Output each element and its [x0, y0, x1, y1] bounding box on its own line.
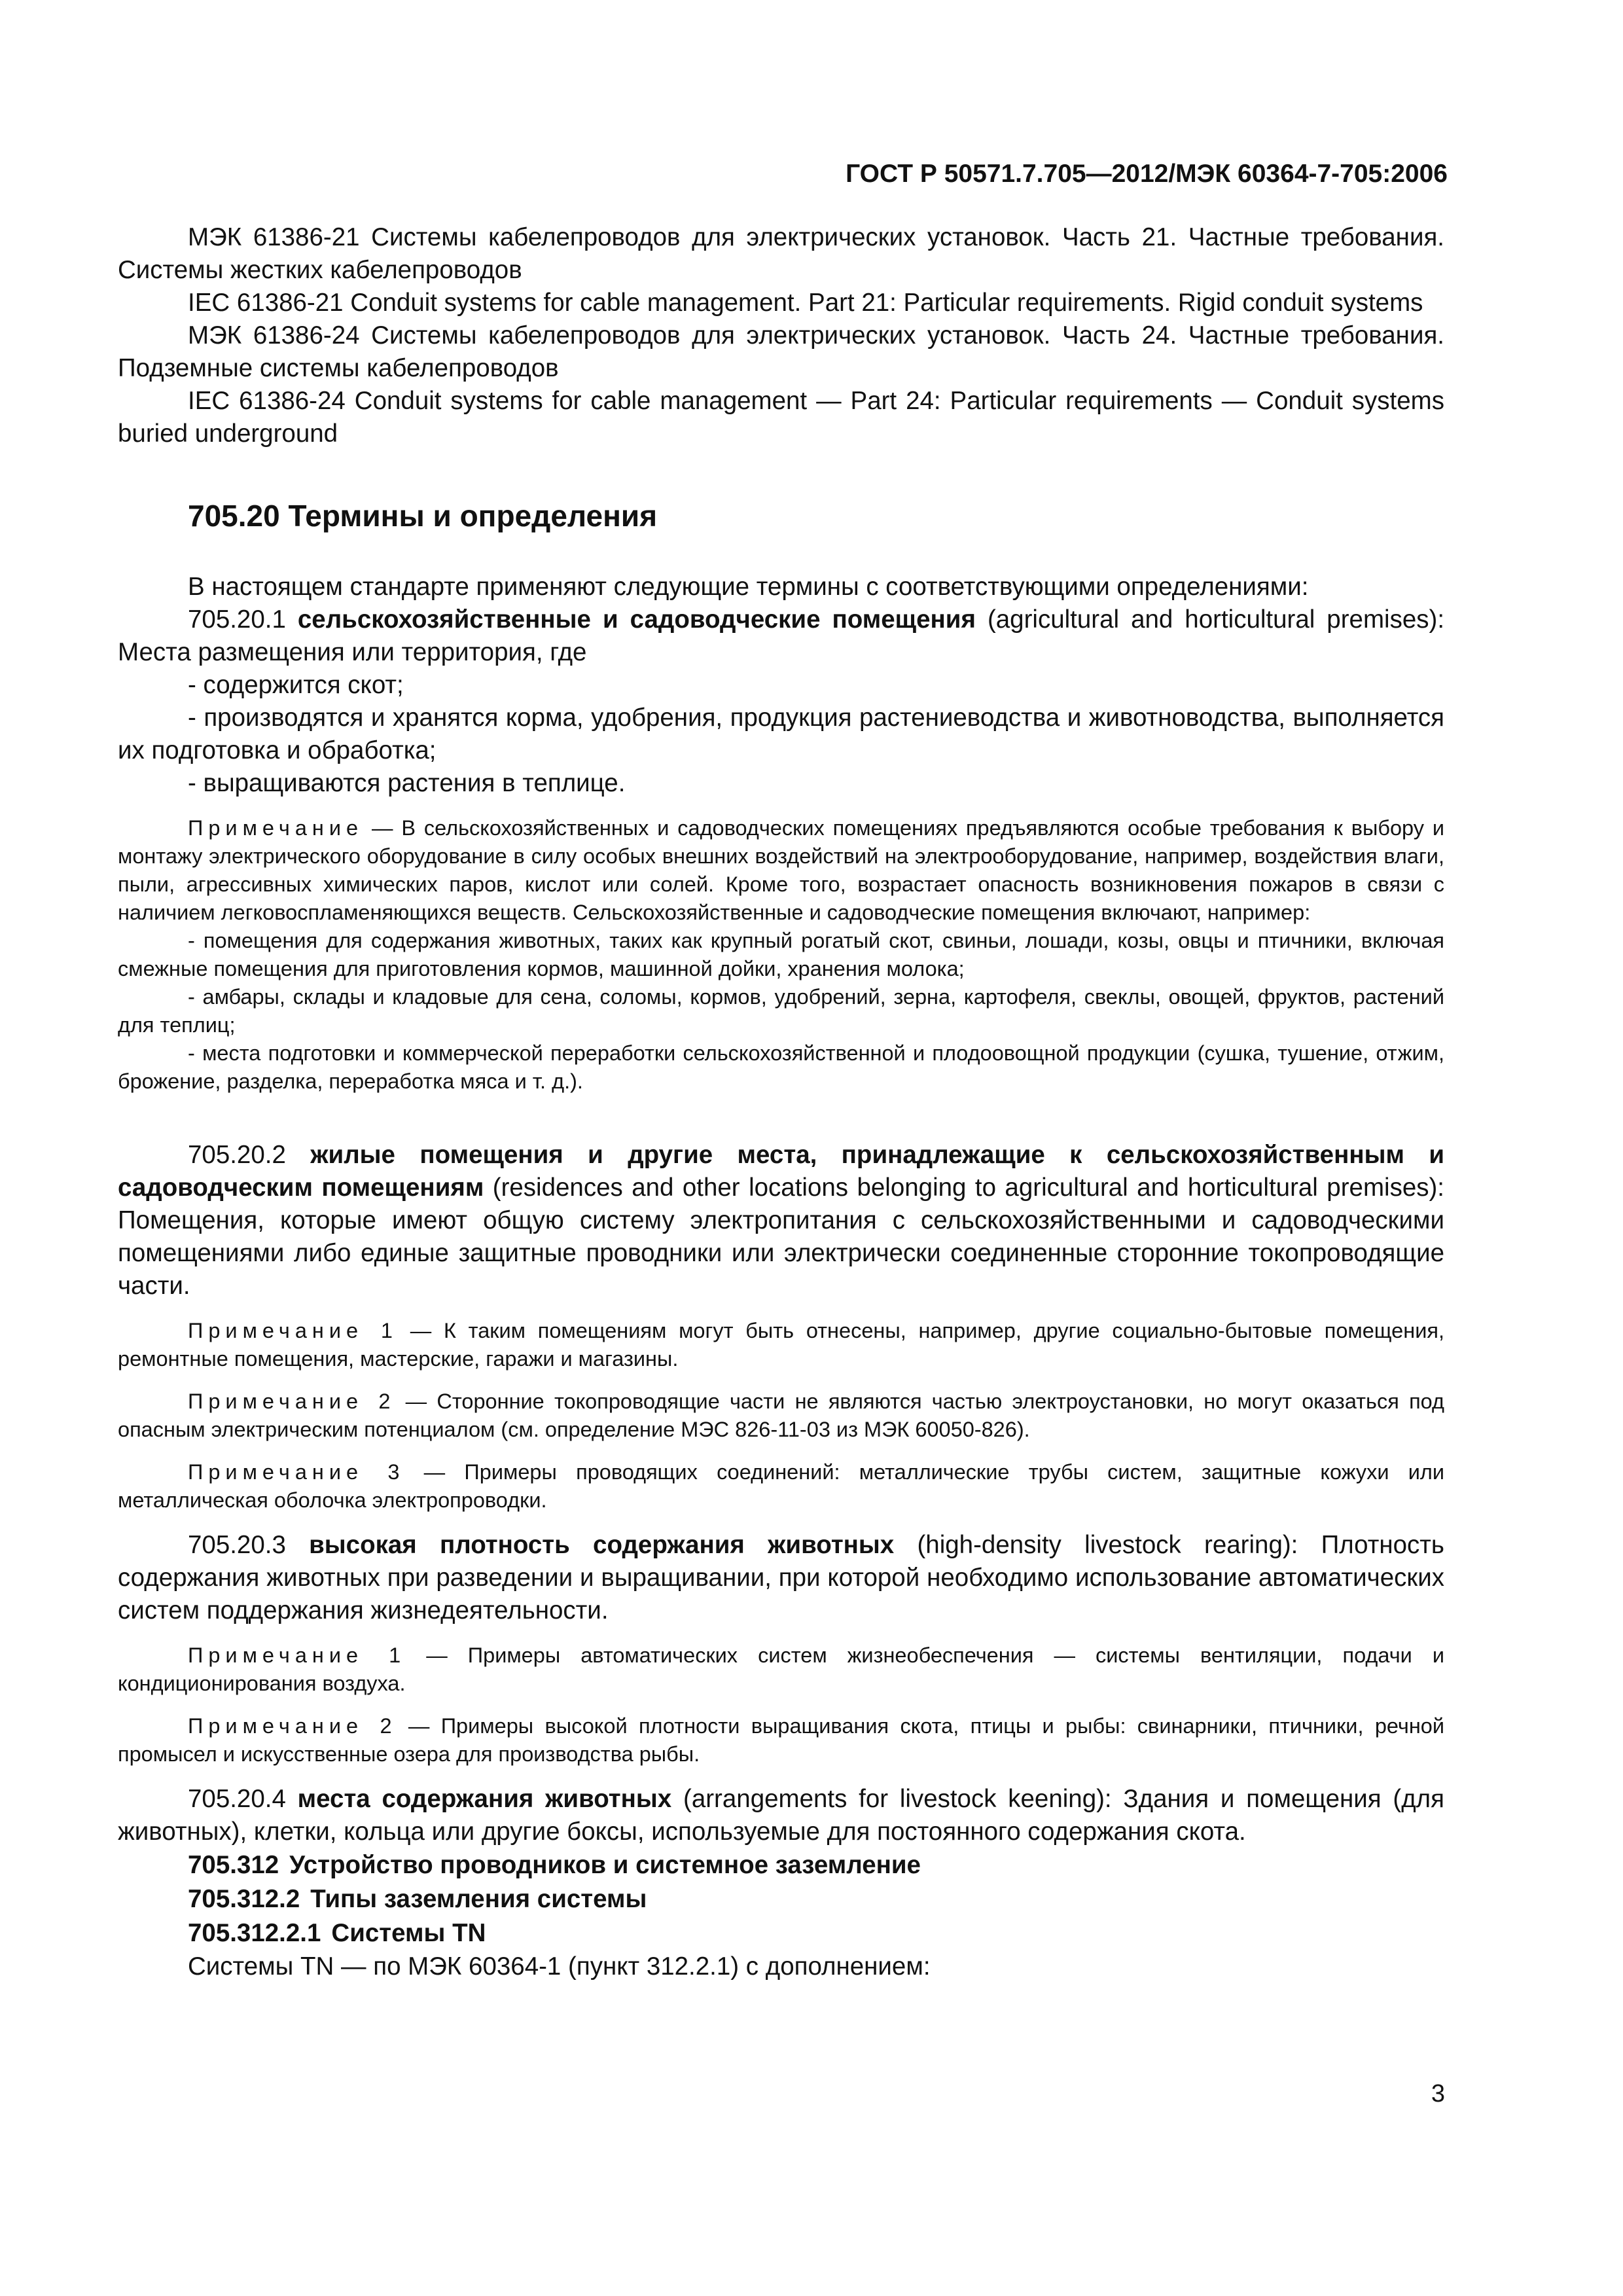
definition-text: (arrangements for livestock keening): Здания и помещения (для животных), клетки, кольца или другие боксы, используемые для постоянного содержания скота.	[118, 1785, 1444, 1846]
definition-term: сельскохозяйственные и садоводческие помещения	[297, 605, 976, 634]
note	[118, 1712, 1444, 1768]
ref-en-21: IEC 61386-21 Conduit systems for cable management. Part 21: Particular requirements. Rigid conduit systems	[188, 289, 1423, 317]
subsection-heading	[188, 1916, 1444, 1950]
note-text: — Примеры высокой плотности выращивания скота, птицы и рыбы: свинарники, птичники, речной промысел и искусственные озера для производства рыбы.	[118, 1714, 1445, 1766]
definition-705-20-2	[118, 1139, 1444, 1302]
document-header: ГОСТ Р 50571.7.705—2012/МЭК 60364-7-705:2006	[846, 160, 1448, 188]
definition-text: (high-density livestock rearing): Плотность содержания животных при разведении и выращивании, при которой необходимо использование автоматических систем поддержания жизнедеятельности.	[118, 1531, 1444, 1624]
subsection-title: Системы TN	[331, 1919, 486, 1947]
definition-text: (agricultural and horticultural premises): Места размещения или территория, где	[118, 605, 1445, 666]
tn-systems-paragraph: Системы TN — по МЭК 60364-1 (пункт 312.2.1) с дополнением:	[188, 1952, 931, 1981]
list-item: - содержится скот;	[188, 671, 404, 699]
definition-705-20-4	[118, 1783, 1444, 1848]
definition-705-20-1	[118, 603, 1444, 669]
definition-term: высокая плотность содержания животных	[309, 1531, 895, 1559]
definition-number: 705.20.2	[188, 1141, 286, 1169]
definition-number: 705.20.1	[188, 605, 286, 634]
list-item: - производятся и хранятся корма, удобрения, продукция растениеводства и животноводства, выполняется их подготовка и обработка;	[118, 704, 1444, 764]
subsection-heading	[188, 1882, 1444, 1916]
subsection-number: 705.312	[188, 1851, 279, 1879]
section-heading	[188, 497, 1444, 534]
intro-paragraph: В настоящем стандарте применяют следующие термины с соответствующими определениями:	[188, 573, 1309, 601]
note-label: Примечание 3	[188, 1460, 405, 1484]
ref-en-24: IEC 61386-24 Conduit systems for cable management — Part 24: Particular requirements — Conduit systems buried underground	[118, 387, 1444, 448]
subsection-number: 705.312.2.1	[188, 1919, 321, 1947]
subsection-heading	[188, 1848, 1444, 1882]
note	[118, 1458, 1444, 1515]
note-label: Примечание	[188, 816, 364, 840]
page-number: 3	[1431, 2080, 1445, 2108]
note-text: — К таким помещениям могут быть отнесены, например, другие социально-бытовые помещения, ремонтные помещения, мастерские, гаражи и магазины.	[118, 1319, 1444, 1371]
ref-ru-21: МЭК 61386-21 Системы кабелепроводов для электрических установок. Часть 21. Частные требования. Системы жестких кабелепроводов	[118, 223, 1444, 284]
subsection-title: Типы заземления системы	[310, 1885, 647, 1913]
note-label: Примечание 1	[188, 1319, 398, 1342]
note-list-item: - помещения для содержания животных, таких как крупный рогатый скот, свиньи, лошади, козы, овцы и птичники, включая смежные помещения для приготовления кормов, машинной дойки, хранения молока;	[118, 929, 1444, 980]
subsection-title: Устройство проводников и системное заземление	[289, 1851, 921, 1879]
note	[118, 1388, 1444, 1444]
note-list-item: - места подготовки и коммерческой переработки сельскохозяйственной и плодоовощной продукции (сушка, тушение, отжим, брожение, разделка, переработка мяса и т. д.).	[118, 1041, 1444, 1093]
ref-ru-24: МЭК 61386-24 Системы кабелепроводов для электрических установок. Часть 24. Частные требования. Подземные системы кабелепроводов	[118, 321, 1444, 382]
definition-term: жилые помещения и другие места, принадлежащие к сельскохозяйственным и садоводческим помещениям	[118, 1141, 1444, 1202]
page-body	[118, 221, 1444, 1983]
subsection-number: 705.312.2	[188, 1885, 300, 1913]
note-label: Примечание 1	[188, 1643, 406, 1667]
note	[118, 1317, 1444, 1373]
definition-term: места содержания животных	[297, 1785, 672, 1813]
definition-text: (residences and other locations belonging to agricultural and horticultural premises): Помещения, которые имеют общую систему электропитания с сельскохозяйственными и садоводческими помещениями либо единые защитные проводники или электрически соединенные сторонние токопроводящие части.	[118, 1174, 1444, 1300]
note-text: — Примеры автоматических систем жизнеобеспечения — системы вентиляции, подачи и кондиционирования воздуха.	[118, 1643, 1445, 1695]
definition-number: 705.20.4	[188, 1785, 286, 1813]
note-label: Примечание 2	[188, 1714, 397, 1738]
note-list-item: - амбары, склады и кладовые для сена, соломы, кормов, удобрений, зерна, картофеля, свеклы, овощей, фруктов, растений для теплиц;	[118, 985, 1444, 1037]
note	[118, 1641, 1444, 1698]
note	[118, 814, 1444, 927]
note-text: — Сторонние токопроводящие части не являются частью электроустановки, но могут оказаться под опасным электрическим потенциалом (см. определение МЭС 826-11-03 из МЭК 60050-826).	[118, 1390, 1445, 1441]
section-number: 705.20	[188, 499, 280, 533]
note-text: — Примеры проводящих соединений: металлические трубы систем, защитные кожухи или металлическая оболочка электропроводки.	[118, 1460, 1444, 1512]
definition-number: 705.20.3	[188, 1531, 286, 1559]
definition-705-20-3	[118, 1529, 1444, 1627]
section-title: Термины и определения	[288, 499, 658, 533]
list-item: - выращиваются растения в теплице.	[188, 769, 626, 797]
note-label: Примечание 2	[188, 1390, 396, 1413]
note-text: — В сельскохозяйственных и садоводческих помещениях предъявляются особые требования к выбору и монтажу электрического оборудование в силу особых внешних воздействий на электрооборудование, например, воздействия влаги, пыли, агрессивных химических паров, кислот или солей. Кроме того, возрастает опасность возникновения пожаров в связи с наличием легковоспламеняющихся веществ. Сельскохозяйственные и садоводческие помещения включают, например:	[118, 816, 1444, 924]
